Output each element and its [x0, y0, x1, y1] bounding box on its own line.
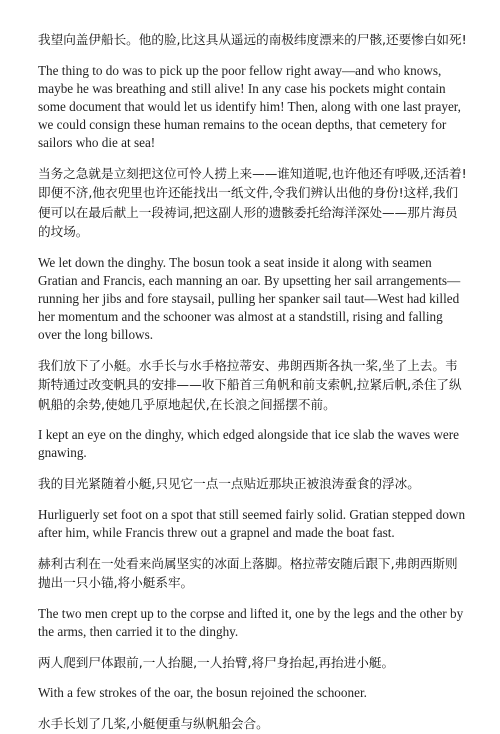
paragraph-zh-5: 赫利古利在一处看来尚属坚实的冰面上落脚。格拉蒂安随后跟下,弗朗西斯则抛出一只小锚,将小艇系牢。	[38, 555, 458, 590]
paragraph-en-6: With a few strokes of the oar, the bosun rejoined the schooner.	[38, 685, 367, 700]
paragraph-zh-4: 我的目光紧随着小艇,只见它一点一点贴近那块正被浪涛蚕食的浮冰。	[38, 476, 420, 491]
paragraph-zh-3: 我们放下了小艇。水手长与水手格拉蒂安、弗朗西斯各执一桨,坐了上去。韦斯特通过改变帆具的安排——收下船首三角帆和前支索帆,拉紧后帆,杀住了纵帆船的余势,使她几乎原地起伏,在长浪之间摇摆不前。	[38, 357, 462, 412]
paragraph-zh-6: 两人爬到尸体跟前,一人抬腿,一人抬臂,将尸身抬起,再抬进小艇。	[38, 654, 395, 670]
paragraph-zh-7: 水手长划了几桨,小艇便重与纵帆船会合。	[38, 716, 269, 731]
paragraph-zh-2: 当务之急就是立刻把这位可怜人捞上来——谁知道呢,也许他还有呼吸,还活着!即便不济,他衣兜里也许还能找出一纸文件,令我们辨认出他的身份!这样,我们便可以在最后献上一段祷词,把这副人形的遗骸委托给海洋深处——那片海员的坟场。	[38, 165, 467, 239]
paragraph-en-5: The two men crept up to the corpse and lifted it, one by the legs and the other by the arms, then carried it to the dinghy.	[38, 605, 464, 639]
paragraph-en-2: We let down the dinghy. The bosun took a seat inside it along with seamen Gratian and Francis, each manning an oar. By upsetting her sail arrangements—running her jibs and fore staysail, pulling her spanker sail taut—West had killed her momentum and the schooner was almost at a standstill, rising and falling over the long billows.	[38, 254, 461, 342]
paragraph-en-3: I kept an eye on the dinghy, which edged alongside that ice slab the waves were gnawing.	[38, 427, 460, 460]
paragraph-en-4: Hurliguerly set foot on a spot that still seemed fairly solid. Gratian stepped down after him, while Francis threw out a grapnel and made the boat fast.	[38, 506, 466, 540]
document-page	[38, 30, 468, 734]
paragraph-en-1: The thing to do was to pick up the poor fellow right away—and who knows, maybe he was breathing and still alive! In any case his pockets might contain some document that would let us identify him! Then, along with one last prayer, we could consign these human remains to the ocean depths, that cemetery for sailors who die at sea!	[38, 62, 461, 150]
paragraph-zh-1: 我望向盖伊船长。他的脸,比这具从遥远的南极纬度漂来的尸骸,还要惨白如死!	[38, 32, 467, 47]
